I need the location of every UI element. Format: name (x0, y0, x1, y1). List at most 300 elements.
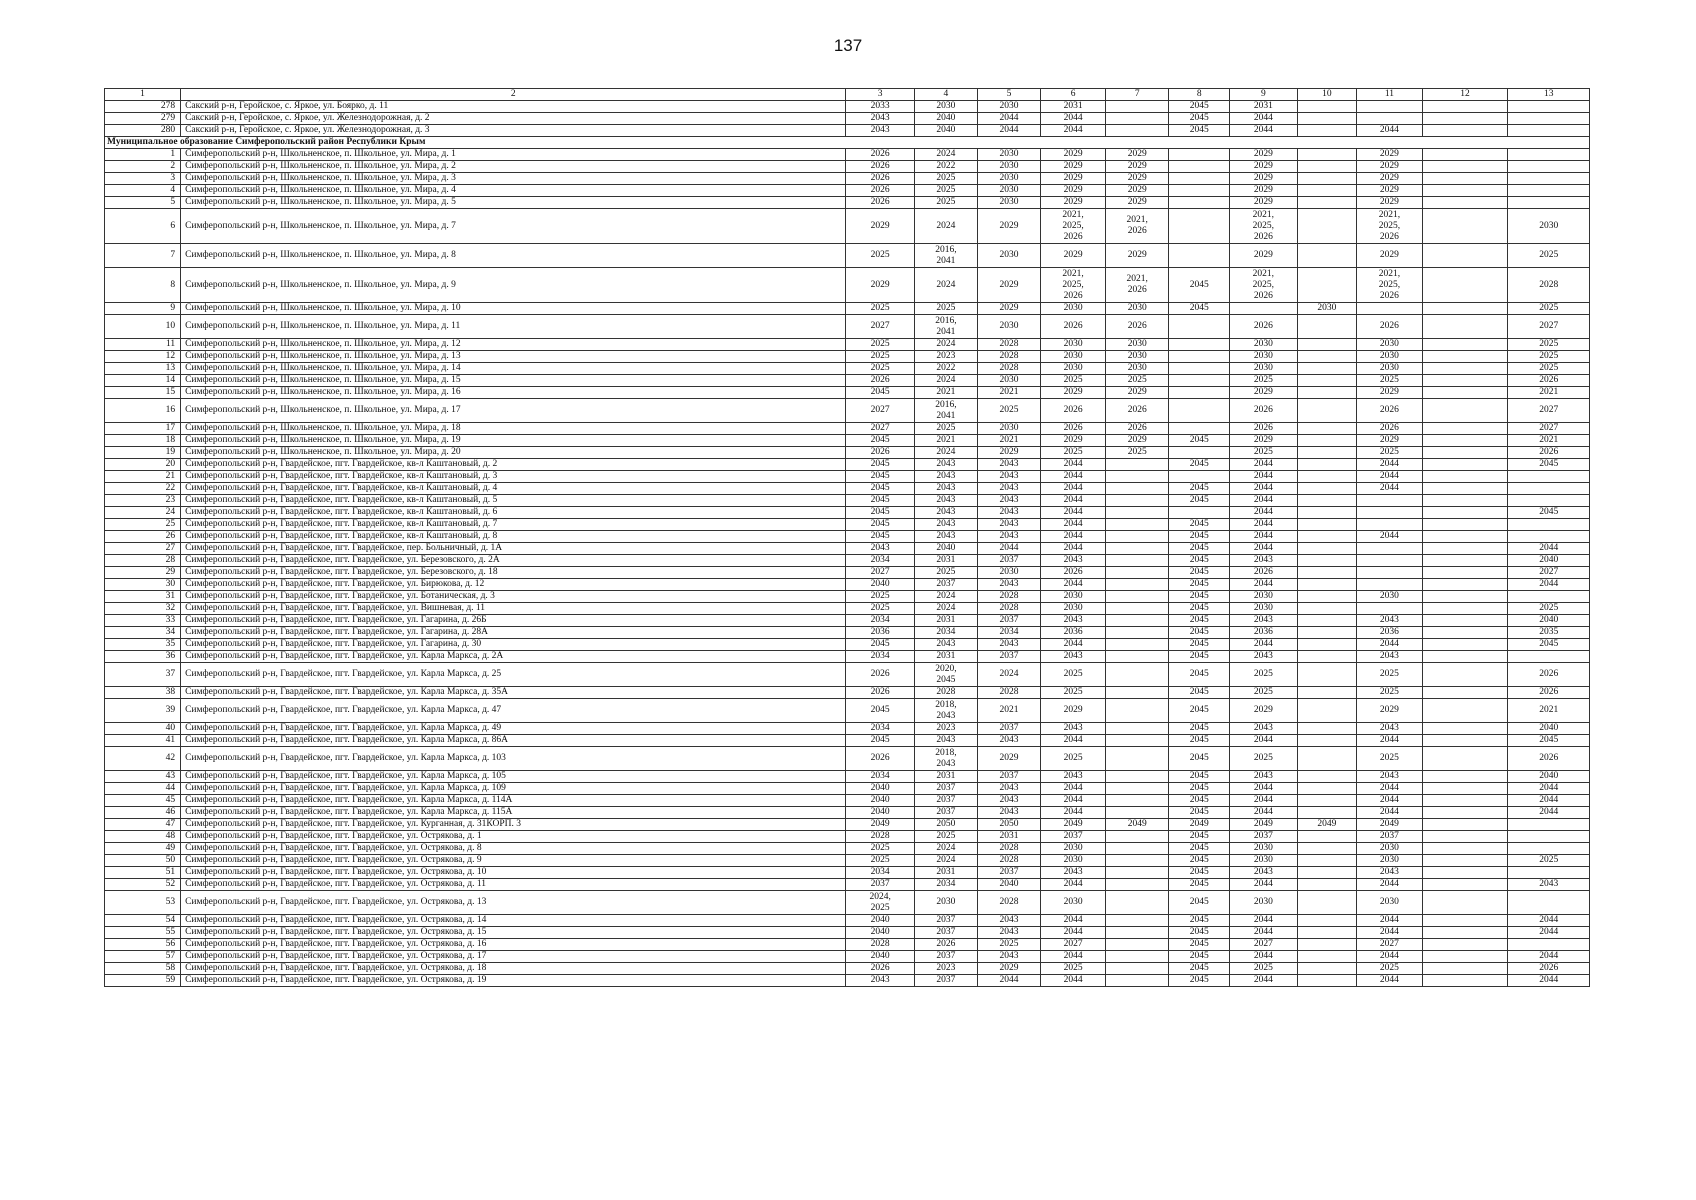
year-cell: 2050 (977, 819, 1040, 831)
address-cell: Сакский р-н, Геройское, с. Яркое, ул. Железнодорожная, д. 2 (181, 113, 846, 125)
year-cell: 2028 (977, 843, 1040, 855)
year-cell (1357, 101, 1422, 113)
row-number: 42 (105, 747, 181, 771)
year-cell: 2026 (846, 149, 914, 161)
table-row (105, 435, 1590, 447)
year-cell: 2028 (846, 831, 914, 843)
year-cell (1357, 543, 1422, 555)
year-cell: 2021 (914, 387, 977, 399)
year-cell: 2029 (1357, 149, 1422, 161)
year-cell (1422, 639, 1508, 651)
year-cell (1422, 843, 1508, 855)
row-number: 55 (105, 927, 181, 939)
year-cell: 2044 (1040, 915, 1105, 927)
year-cell (1422, 459, 1508, 471)
year-cell (1297, 879, 1357, 891)
year-cell: 2016, 2041 (914, 244, 977, 268)
year-cell: 2043 (1040, 723, 1105, 735)
year-cell (1297, 663, 1357, 687)
year-cell (1106, 531, 1169, 543)
year-cell: 2031 (914, 615, 977, 627)
year-cell: 2049 (846, 819, 914, 831)
year-cell: 2026 (1040, 423, 1105, 435)
year-cell: 2025 (1230, 663, 1297, 687)
year-cell: 2043 (977, 459, 1040, 471)
year-cell: 2024 (914, 591, 977, 603)
address-cell: Симферопольский р-н, Школьненское, п. Школьное, ул. Мира, д. 18 (181, 423, 846, 435)
year-cell: 2045 (1169, 975, 1230, 987)
year-cell (1297, 483, 1357, 495)
address-cell: Симферопольский р-н, Гвардейское, пгт. Гвардейское, ул. Острякова, д. 13 (181, 891, 846, 915)
row-number: 278 (105, 101, 181, 113)
year-cell: 2026 (846, 185, 914, 197)
address-cell: Симферопольский р-н, Гвардейское, пгт. Гвардейское, ул. Гагарина, д. 26Б (181, 615, 846, 627)
table-row (105, 567, 1590, 579)
row-number: 20 (105, 459, 181, 471)
year-cell (1508, 867, 1590, 879)
year-cell: 2021 (977, 435, 1040, 447)
table-row (105, 339, 1590, 351)
table-row (105, 627, 1590, 639)
column-header-5: 5 (977, 89, 1040, 101)
year-cell: 2026 (1508, 963, 1590, 975)
year-cell: 2044 (1230, 927, 1297, 939)
row-number: 36 (105, 651, 181, 663)
year-cell (1169, 507, 1230, 519)
table-row (105, 101, 1590, 113)
year-cell (1357, 567, 1422, 579)
year-cell: 2044 (1357, 951, 1422, 963)
year-cell (1297, 387, 1357, 399)
year-cell: 2035 (1508, 627, 1590, 639)
year-cell (1508, 101, 1590, 113)
column-header-11: 11 (1357, 89, 1422, 101)
year-cell: 2043 (846, 125, 914, 137)
column-header-8: 8 (1169, 89, 1230, 101)
year-cell: 2044 (1230, 879, 1297, 891)
year-cell: 2027 (1230, 939, 1297, 951)
year-cell: 2044 (1508, 951, 1590, 963)
table-row (105, 351, 1590, 363)
year-cell (1422, 615, 1508, 627)
year-cell (1106, 735, 1169, 747)
year-cell (1106, 855, 1169, 867)
year-cell: 2036 (1357, 627, 1422, 639)
year-cell (1422, 375, 1508, 387)
year-cell: 2025 (914, 831, 977, 843)
year-cell (1297, 963, 1357, 975)
year-cell (1422, 507, 1508, 519)
year-cell: 2043 (1357, 651, 1422, 663)
year-cell (1297, 831, 1357, 843)
year-cell: 2029 (977, 268, 1040, 303)
year-cell: 2026 (1106, 315, 1169, 339)
year-cell: 2044 (1357, 125, 1422, 137)
year-cell: 2033 (846, 101, 914, 113)
year-cell: 2030 (1040, 603, 1105, 615)
year-cell: 2028 (977, 603, 1040, 615)
year-cell: 2026 (1040, 567, 1105, 579)
address-cell: Симферопольский р-н, Школьненское, п. Школьное, ул. Мира, д. 12 (181, 339, 846, 351)
year-cell (1169, 315, 1230, 339)
year-cell (1297, 471, 1357, 483)
row-number: 279 (105, 113, 181, 125)
table-row (105, 615, 1590, 627)
address-cell: Сакский р-н, Геройское, с. Яркое, ул. Боярко, д. 11 (181, 101, 846, 113)
year-cell: 2044 (1230, 519, 1297, 531)
year-cell: 2030 (1230, 591, 1297, 603)
year-cell: 2045 (1169, 495, 1230, 507)
year-cell: 2029 (1230, 173, 1297, 185)
year-cell: 2029 (846, 268, 914, 303)
year-cell (1297, 101, 1357, 113)
year-cell: 2045 (846, 435, 914, 447)
year-cell (1106, 579, 1169, 591)
year-cell: 2029 (1040, 244, 1105, 268)
year-cell: 2037 (977, 615, 1040, 627)
year-cell: 2044 (1040, 125, 1105, 137)
year-cell: 2030 (977, 197, 1040, 209)
row-number: 16 (105, 399, 181, 423)
year-cell: 2025 (1106, 447, 1169, 459)
year-cell: 2045 (1169, 735, 1230, 747)
year-cell: 2045 (1169, 113, 1230, 125)
row-number: 30 (105, 579, 181, 591)
row-number: 13 (105, 363, 181, 375)
table-row (105, 363, 1590, 375)
year-cell: 2044 (1040, 927, 1105, 939)
year-cell: 2028 (914, 687, 977, 699)
year-cell (1106, 843, 1169, 855)
year-cell (1106, 603, 1169, 615)
year-cell (1106, 125, 1169, 137)
year-cell: 2025 (846, 339, 914, 351)
year-cell: 2021 (1508, 699, 1590, 723)
year-cell (1508, 831, 1590, 843)
year-cell: 2016, 2041 (914, 399, 977, 423)
year-cell: 2044 (1357, 639, 1422, 651)
year-cell (1297, 447, 1357, 459)
year-cell (1297, 747, 1357, 771)
row-number: 21 (105, 471, 181, 483)
address-cell: Симферопольский р-н, Гвардейское, пгт. Гвардейское, ул. Карла Маркса, д. 114А (181, 795, 846, 807)
year-cell: 2030 (1040, 339, 1105, 351)
table-row (105, 819, 1590, 831)
year-cell: 2045 (1169, 663, 1230, 687)
year-cell (1422, 627, 1508, 639)
year-cell: 2026 (846, 197, 914, 209)
address-cell: Симферопольский р-н, Школьненское, п. Школьное, ул. Мира, д. 3 (181, 173, 846, 185)
year-cell: 2044 (1040, 879, 1105, 891)
row-number: 50 (105, 855, 181, 867)
address-cell: Симферопольский р-н, Гвардейское, пгт. Гвардейское, ул. Карла Маркса, д. 35А (181, 687, 846, 699)
year-cell: 2034 (914, 627, 977, 639)
year-cell (1169, 375, 1230, 387)
year-cell: 2025 (914, 185, 977, 197)
year-cell: 2026 (1040, 315, 1105, 339)
year-cell: 2025 (1357, 747, 1422, 771)
address-cell: Симферопольский р-н, Гвардейское, пгт. Гвардейское, ул. Острякова, д. 16 (181, 939, 846, 951)
address-cell: Симферопольский р-н, Школьненское, п. Школьное, ул. Мира, д. 20 (181, 447, 846, 459)
year-cell: 2029 (1230, 197, 1297, 209)
year-cell: 2030 (1230, 843, 1297, 855)
address-cell: Симферопольский р-н, Школьненское, п. Школьное, ул. Мира, д. 9 (181, 268, 846, 303)
year-cell: 2030 (1357, 351, 1422, 363)
table-row (105, 423, 1590, 435)
year-cell: 2029 (977, 447, 1040, 459)
year-cell: 2043 (1230, 867, 1297, 879)
year-cell: 2044 (1508, 975, 1590, 987)
table-row (105, 783, 1590, 795)
year-cell: 2043 (1357, 615, 1422, 627)
year-cell (1297, 783, 1357, 795)
year-cell: 2043 (977, 951, 1040, 963)
year-cell: 2043 (914, 495, 977, 507)
year-cell: 2030 (977, 185, 1040, 197)
year-cell: 2043 (1040, 771, 1105, 783)
year-cell: 2026 (1508, 663, 1590, 687)
year-cell (1106, 495, 1169, 507)
year-cell: 2027 (1508, 399, 1590, 423)
year-cell: 2021, 2025, 2026 (1357, 268, 1422, 303)
year-cell: 2043 (977, 807, 1040, 819)
year-cell (1422, 387, 1508, 399)
row-number: 29 (105, 567, 181, 579)
year-cell (1106, 543, 1169, 555)
column-header-3: 3 (846, 89, 914, 101)
row-number: 11 (105, 339, 181, 351)
year-cell (1508, 531, 1590, 543)
row-number: 48 (105, 831, 181, 843)
year-cell (1297, 113, 1357, 125)
year-cell: 2044 (1040, 483, 1105, 495)
table-row (105, 771, 1590, 783)
column-header-1: 1 (105, 89, 181, 101)
year-cell (1297, 855, 1357, 867)
row-number: 22 (105, 483, 181, 495)
year-cell: 2049 (1169, 819, 1230, 831)
year-cell (1422, 209, 1508, 244)
year-cell: 2034 (846, 723, 914, 735)
row-number: 54 (105, 915, 181, 927)
year-cell (1357, 579, 1422, 591)
year-cell: 2025 (1230, 375, 1297, 387)
address-cell: Симферопольский р-н, Гвардейское, пгт. Гвардейское, ул. Гагарина, д. 30 (181, 639, 846, 651)
year-cell: 2045 (1169, 879, 1230, 891)
year-cell: 2045 (1169, 843, 1230, 855)
year-cell (1297, 735, 1357, 747)
year-cell (1297, 423, 1357, 435)
year-cell (1297, 185, 1357, 197)
year-cell (1422, 687, 1508, 699)
year-cell (1297, 639, 1357, 651)
year-cell: 2030 (1040, 591, 1105, 603)
year-cell: 2025 (846, 603, 914, 615)
year-cell: 2021 (1508, 387, 1590, 399)
year-cell: 2044 (1508, 915, 1590, 927)
year-cell (1297, 363, 1357, 375)
year-cell: 2030 (1106, 303, 1169, 315)
year-cell: 2037 (1230, 831, 1297, 843)
year-cell (1106, 555, 1169, 567)
year-cell: 2030 (977, 173, 1040, 185)
year-cell: 2044 (1230, 471, 1297, 483)
year-cell (1422, 651, 1508, 663)
year-cell: 2045 (1169, 101, 1230, 113)
year-cell: 2029 (1040, 387, 1105, 399)
year-cell: 2031 (914, 771, 977, 783)
year-cell: 2021, 2026 (1106, 209, 1169, 244)
year-cell (1508, 891, 1590, 915)
year-cell: 2045 (1169, 915, 1230, 927)
year-cell: 2037 (1040, 831, 1105, 843)
year-cell: 2044 (1230, 735, 1297, 747)
row-number: 3 (105, 173, 181, 185)
year-cell: 2034 (846, 771, 914, 783)
table-row (105, 579, 1590, 591)
address-cell: Симферопольский р-н, Гвардейское, пгт. Гвардейское, ул. Острякова, д. 14 (181, 915, 846, 927)
year-cell (1297, 459, 1357, 471)
year-cell (1106, 687, 1169, 699)
year-cell: 2044 (1230, 951, 1297, 963)
year-cell: 2045 (846, 507, 914, 519)
year-cell: 2030 (1357, 339, 1422, 351)
year-cell (1508, 173, 1590, 185)
year-cell: 2037 (914, 927, 977, 939)
year-cell: 2029 (1230, 161, 1297, 173)
year-cell (1169, 173, 1230, 185)
year-cell (1422, 915, 1508, 927)
table-row (105, 687, 1590, 699)
year-cell: 2021 (1508, 435, 1590, 447)
table-row (105, 303, 1590, 315)
year-cell (1508, 471, 1590, 483)
year-cell: 2043 (914, 639, 977, 651)
year-cell: 2026 (1040, 399, 1105, 423)
year-cell: 2025 (1040, 963, 1105, 975)
year-cell (1106, 891, 1169, 915)
year-cell: 2025 (846, 244, 914, 268)
year-cell: 2043 (1230, 615, 1297, 627)
year-cell: 2025 (1508, 351, 1590, 363)
year-cell: 2029 (1040, 197, 1105, 209)
year-cell: 2043 (977, 783, 1040, 795)
address-cell: Симферопольский р-н, Школьненское, п. Школьное, ул. Мира, д. 1 (181, 149, 846, 161)
year-cell: 2040 (846, 951, 914, 963)
year-cell (1422, 831, 1508, 843)
year-cell: 2024 (914, 855, 977, 867)
year-cell: 2040 (846, 915, 914, 927)
table-row (105, 951, 1590, 963)
year-cell (1169, 339, 1230, 351)
address-cell: Симферопольский р-н, Гвардейское, пгт. Гвардейское, пер. Больничный, д. 1А (181, 543, 846, 555)
year-cell: 2026 (1508, 747, 1590, 771)
row-number: 43 (105, 771, 181, 783)
year-cell (1422, 963, 1508, 975)
year-cell: 2029 (1230, 387, 1297, 399)
year-cell (1297, 723, 1357, 735)
year-cell (1422, 339, 1508, 351)
row-number: 8 (105, 268, 181, 303)
year-cell: 2029 (1357, 435, 1422, 447)
year-cell: 2045 (1169, 125, 1230, 137)
year-cell (1297, 915, 1357, 927)
year-cell (1169, 447, 1230, 459)
year-cell: 2036 (1230, 627, 1297, 639)
year-cell (1297, 315, 1357, 339)
year-cell (1106, 101, 1169, 113)
year-cell: 2043 (977, 735, 1040, 747)
year-cell (1422, 351, 1508, 363)
year-cell: 2037 (977, 555, 1040, 567)
year-cell: 2029 (977, 747, 1040, 771)
year-cell: 2025 (1508, 244, 1590, 268)
table-row (105, 209, 1590, 244)
row-number: 32 (105, 603, 181, 615)
year-cell (1106, 483, 1169, 495)
year-cell: 2049 (1106, 819, 1169, 831)
year-cell: 2034 (846, 651, 914, 663)
year-cell: 2044 (1230, 459, 1297, 471)
year-cell: 2018, 2043 (914, 699, 977, 723)
year-cell: 2026 (914, 939, 977, 951)
address-cell: Симферопольский р-н, Гвардейское, пгт. Гвардейское, ул. Березовского, д. 18 (181, 567, 846, 579)
year-cell: 2044 (1040, 807, 1105, 819)
year-cell: 2021, 2025, 2026 (1040, 268, 1105, 303)
year-cell: 2045 (1169, 927, 1230, 939)
year-cell (1297, 125, 1357, 137)
year-cell (1169, 209, 1230, 244)
year-cell: 2026 (846, 173, 914, 185)
year-cell: 2045 (1169, 543, 1230, 555)
year-cell: 2026 (1230, 399, 1297, 423)
column-header-2: 2 (181, 89, 846, 101)
year-cell: 2045 (1508, 639, 1590, 651)
year-cell (1357, 507, 1422, 519)
year-cell (1422, 483, 1508, 495)
year-cell: 2025 (846, 843, 914, 855)
year-cell: 2029 (1106, 161, 1169, 173)
column-header-9: 9 (1230, 89, 1297, 101)
column-header-4: 4 (914, 89, 977, 101)
year-cell (1422, 244, 1508, 268)
year-cell: 2044 (1040, 531, 1105, 543)
row-number: 1 (105, 149, 181, 161)
year-cell: 2025 (914, 303, 977, 315)
address-cell: Симферопольский р-н, Гвардейское, пгт. Гвардейское, ул. Бирюкова, д. 12 (181, 579, 846, 591)
year-cell: 2044 (977, 125, 1040, 137)
year-cell (1106, 651, 1169, 663)
year-cell (1508, 495, 1590, 507)
year-cell (1357, 495, 1422, 507)
year-cell: 2043 (914, 483, 977, 495)
year-cell: 2021, 2025, 2026 (1040, 209, 1105, 244)
address-cell: Симферопольский р-н, Гвардейское, пгт. Гвардейское, ул. Острякова, д. 18 (181, 963, 846, 975)
year-cell (1508, 591, 1590, 603)
year-cell: 2030 (1230, 891, 1297, 915)
row-number: 280 (105, 125, 181, 137)
year-cell: 2044 (1357, 975, 1422, 987)
year-cell: 2045 (1169, 627, 1230, 639)
table-row (105, 867, 1590, 879)
year-cell (1297, 939, 1357, 951)
year-cell (1422, 723, 1508, 735)
year-cell: 2030 (914, 891, 977, 915)
year-cell (1169, 423, 1230, 435)
year-cell: 2029 (1040, 185, 1105, 197)
year-cell (1422, 795, 1508, 807)
table-row (105, 603, 1590, 615)
